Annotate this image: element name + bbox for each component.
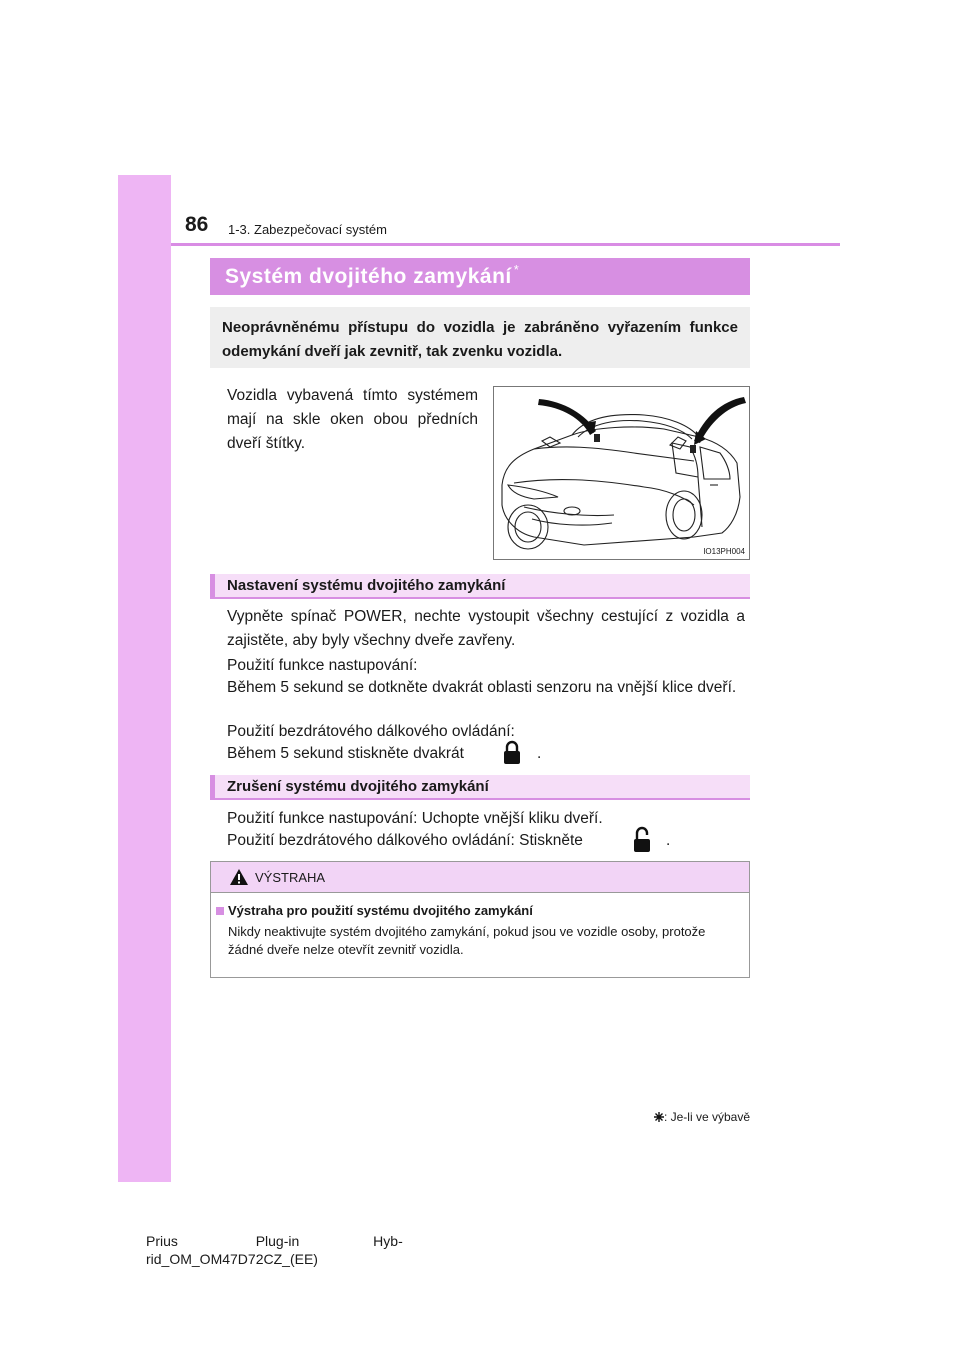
image-code: IO13PH004 — [703, 547, 745, 556]
unlock-icon — [632, 826, 652, 854]
footer — [146, 1232, 403, 1268]
warning-box — [210, 861, 750, 978]
entry-function-text: Během 5 sekund se dotkněte dvakrát oblasti senzoru na vnější klice dveří. — [227, 679, 737, 696]
footer-line-1: Prius Plug-in Hyb- — [146, 1233, 403, 1249]
warning-triangle-icon — [229, 868, 249, 886]
star-icon — [654, 1112, 664, 1122]
footer-line-2: rid_OM_OM47D72CZ_(EE) — [146, 1251, 318, 1267]
warning-label: VÝSTRAHA — [255, 870, 326, 885]
vehicle-text: Vozidla vybavená tímto systémem mají na skle oken obou předních dveří štítky. — [227, 387, 478, 452]
warning-header — [211, 862, 749, 893]
warning-text: Nikdy neaktivujte systém dvojitého zamykání, pokud jsou ve vozidle osoby, protože žádné dveře nelze otevřít zevnitř vozidla. — [228, 924, 706, 957]
subheading-set-label: Nastavení systému dvojitého zamykání — [227, 577, 506, 594]
entry-function-label: Použití funkce nastupování: — [227, 657, 418, 674]
intro-box — [210, 307, 750, 368]
remote-label: Použití bezdrátového dálkového ovládání: — [227, 723, 515, 740]
subheading-cancel-label: Zrušení systému dvojitého zamykání — [227, 778, 489, 795]
set-instructions: Vypněte spínač POWER, nechte vystoupit všechny cestující z vozidla a zajistěte, aby byly všechny dveře zavřeny. — [227, 608, 745, 649]
header-rule — [171, 243, 840, 246]
intro-text: Neoprávněnému přístupu do vozidla je zabráněno vyřazením funkce odemykání dveří jak zevnitř, tak zvenku vozidla. — [222, 319, 738, 360]
subheading-set — [210, 574, 750, 599]
lock-icon — [502, 739, 522, 766]
star-icon: * — [513, 262, 520, 277]
car-drawing — [494, 387, 750, 560]
remote-text-end: . — [537, 745, 542, 762]
cancel-remote-text-end: . — [666, 832, 671, 849]
section-label: 1-3. Zabezpečovací systém — [228, 222, 387, 237]
subheading-cancel — [210, 775, 750, 800]
page-title: Systém dvojitého zamykání * — [225, 262, 520, 288]
cancel-entry-text: Použití funkce nastupování: Uchopte vnější kliku dveří. — [227, 810, 603, 827]
cancel-remote-text: Použití bezdrátového dálkového ovládání: Stiskněte — [227, 832, 583, 849]
car-illustration — [493, 386, 750, 560]
page-number: 86 — [185, 213, 209, 236]
remote-text: Během 5 sekund stiskněte dvakrát — [227, 745, 464, 762]
footnote: : Je-li ve výbavě — [640, 1110, 750, 1124]
title-bar — [210, 258, 750, 295]
side-tab — [118, 175, 171, 1182]
bullet-square-icon — [216, 907, 224, 915]
warning-title: Výstraha pro použití systému dvojitého zamykání — [228, 903, 533, 918]
